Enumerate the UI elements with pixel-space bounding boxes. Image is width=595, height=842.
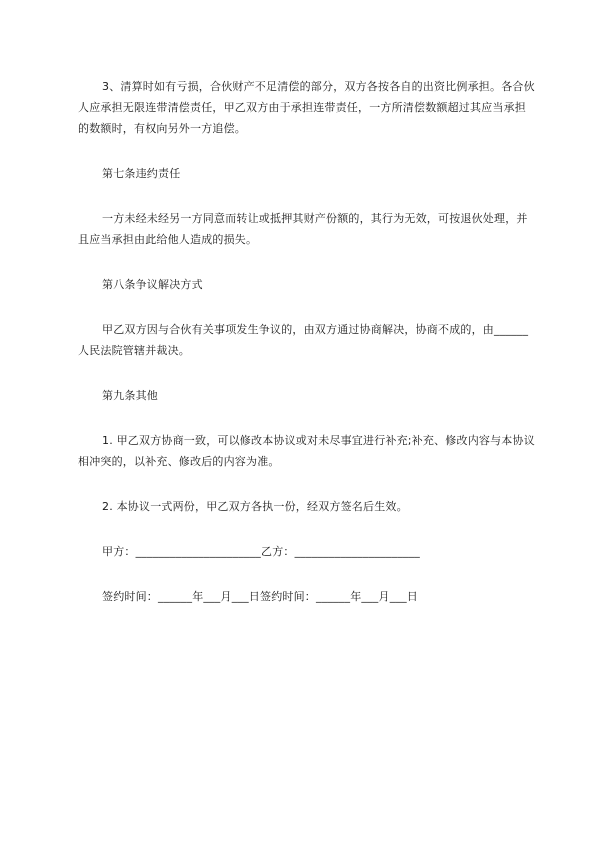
clause-6-3: 3、清算时如有亏损，合伙财产不足清偿的部分，双方各按各自的出资比例承担。各合伙人应承担无限连带清偿责任，甲乙双方由于承担连带责任，一方所清偿数额超过其应当承担的数额时，有权向另外一方追偿。 <box>78 80 535 135</box>
article-8-title: 第八条争议解决方式 <box>102 278 203 291</box>
clause-7-1: 一方未经未经另一方同意而转让或抵押其财产份额的，其行为无效，可按退伙处理，并且应当承担由此给他人造成的损失。 <box>78 212 528 246</box>
signature-dates-line: 签约时间：______年___月___日签约时间：______年___月___日 <box>102 590 418 603</box>
clause-9-1: 1. 甲乙双方协商一致，可以修改本协议或对未尽事宜进行补充;补充、修改内容与本协议相冲突的，以补充、修改后的内容为准。 <box>78 434 535 468</box>
article-9-title: 第九条其他 <box>102 389 158 402</box>
signature-parties-line: 甲方：______________________乙方：______________________ <box>102 545 420 558</box>
document-body <box>78 76 536 607</box>
article-7-title: 第七条违约责任 <box>102 167 181 180</box>
clause-8-1: 甲乙双方因与合伙有关事项发生争议的，由双方通过协商解决，协商不成的，由______人民法院管辖并裁决。 <box>78 323 529 357</box>
clause-9-2: 2. 本协议一式两份，甲乙双方各执一份，经双方签名后生效。 <box>102 500 408 513</box>
